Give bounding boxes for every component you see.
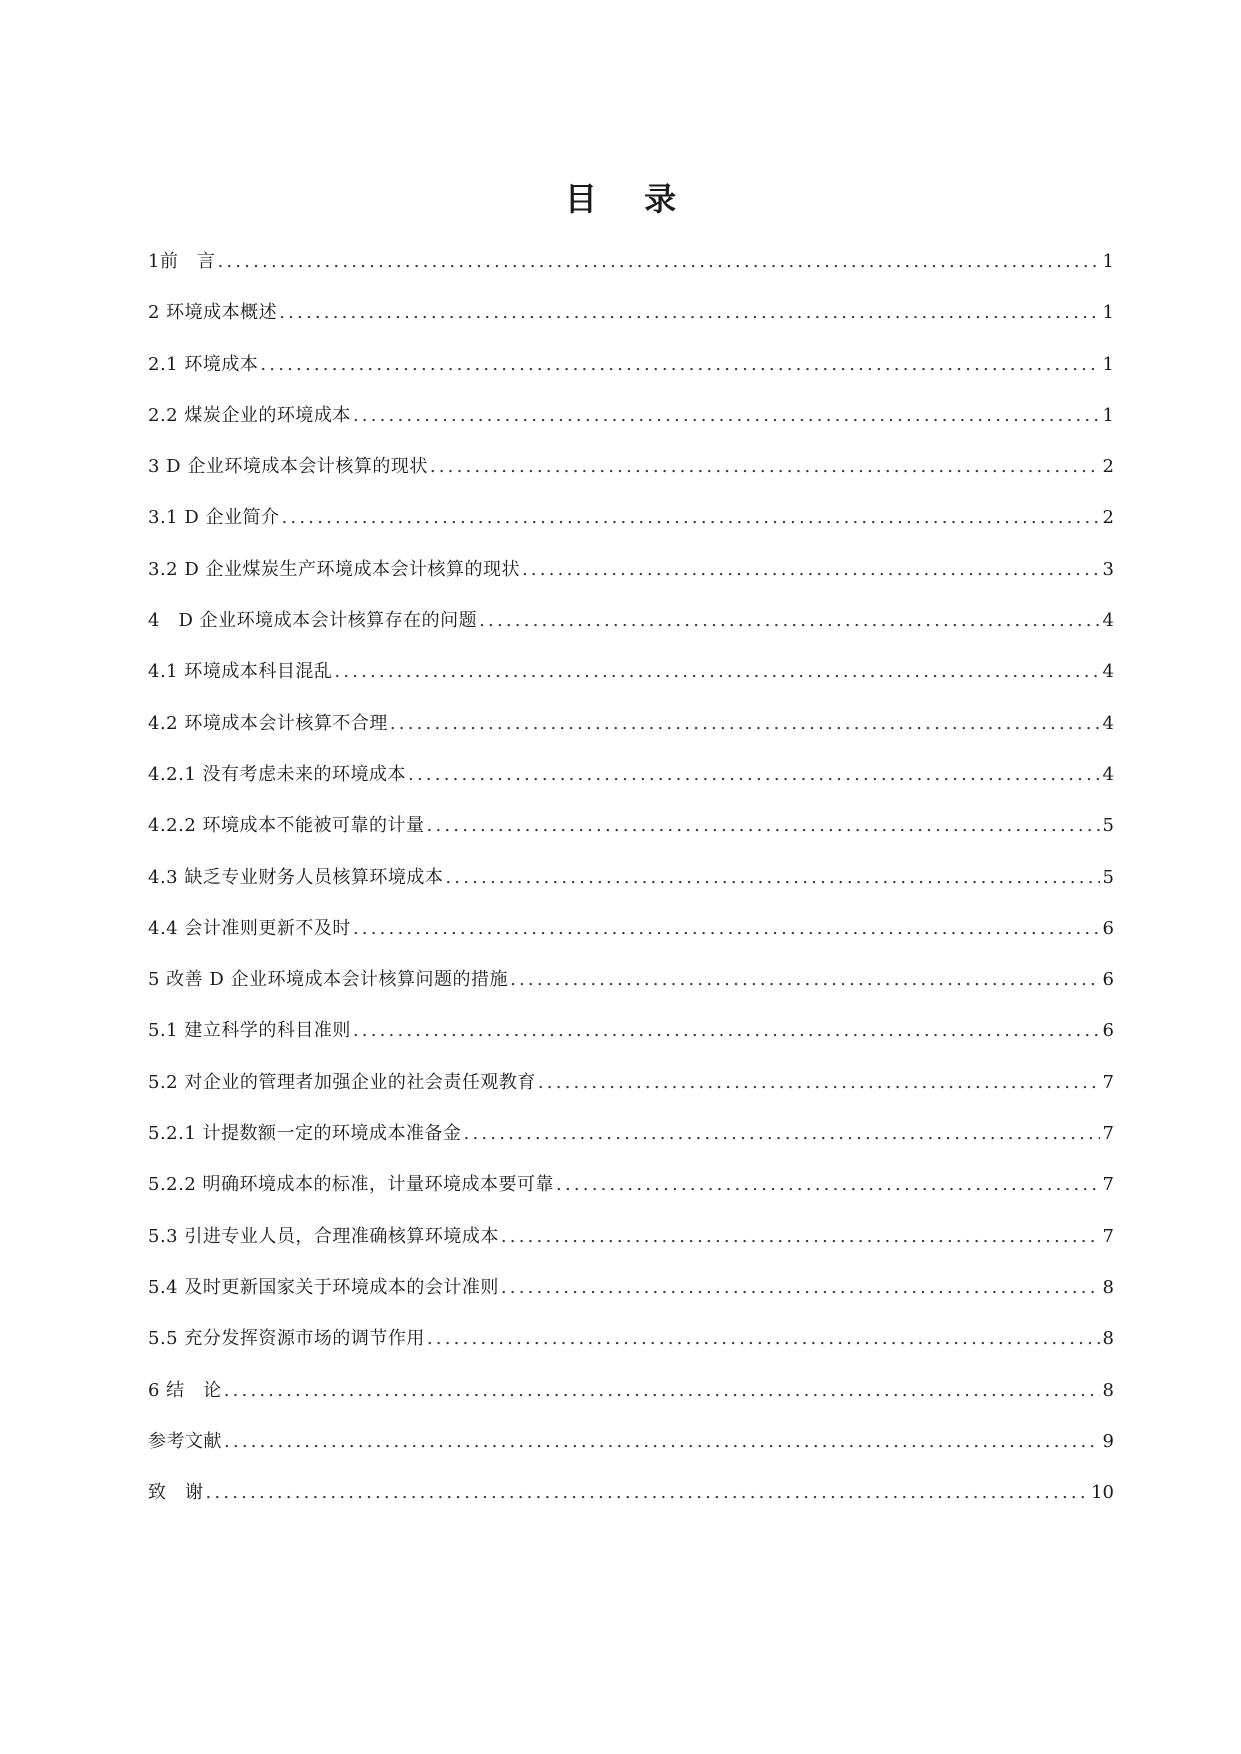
dot-leader bbox=[279, 299, 1100, 327]
dot-leader bbox=[353, 915, 1100, 943]
toc-entry[interactable] bbox=[148, 966, 1114, 1017]
dot-leader bbox=[427, 1325, 1100, 1353]
toc-entry-page-number: 10 bbox=[1091, 1482, 1114, 1504]
dot-leader bbox=[522, 556, 1100, 584]
dot-leader bbox=[408, 761, 1100, 789]
toc-entry-label: 4.4 会计准则更新不及时 bbox=[148, 917, 351, 939]
toc-entry-label: 3.1 D 企业简介 bbox=[148, 507, 280, 529]
toc-entry[interactable] bbox=[148, 1017, 1114, 1068]
toc-entry[interactable] bbox=[148, 1223, 1114, 1274]
toc-entry[interactable] bbox=[148, 1274, 1114, 1325]
page-title: 目 录 bbox=[564, 180, 695, 219]
toc-entry[interactable] bbox=[148, 248, 1114, 299]
toc-entry-page-number: 6 bbox=[1102, 969, 1114, 991]
toc-entry-label: 2 环境成本概述 bbox=[148, 302, 278, 324]
toc-entry-page-number: 7 bbox=[1102, 1174, 1114, 1196]
toc-entry[interactable] bbox=[148, 658, 1114, 709]
dot-leader bbox=[353, 1017, 1100, 1045]
dot-leader bbox=[556, 1171, 1100, 1199]
toc-entry[interactable] bbox=[148, 1069, 1114, 1120]
toc-entry[interactable] bbox=[148, 299, 1114, 350]
dot-leader bbox=[538, 1069, 1100, 1097]
toc-entry-page-number: 4 bbox=[1102, 661, 1114, 683]
toc-entry[interactable] bbox=[148, 1325, 1114, 1376]
toc-entry-label: 5.2 对企业的管理者加强企业的社会责任观教育 bbox=[148, 1071, 536, 1093]
toc-entry-label: 2.2 煤炭企业的环境成本 bbox=[148, 404, 351, 426]
dot-leader bbox=[390, 710, 1100, 738]
dot-leader bbox=[224, 1428, 1100, 1456]
toc-entry[interactable] bbox=[148, 402, 1114, 453]
dot-leader bbox=[501, 1274, 1100, 1302]
table-of-contents bbox=[148, 248, 1114, 1530]
toc-entry[interactable] bbox=[148, 812, 1114, 863]
toc-entry-page-number: 8 bbox=[1102, 1328, 1114, 1350]
toc-entry[interactable] bbox=[148, 761, 1114, 812]
toc-entry[interactable] bbox=[148, 1479, 1114, 1530]
toc-entry[interactable] bbox=[148, 915, 1114, 966]
toc-entry-label: 4 D 企业环境成本会计核算存在的问题 bbox=[148, 610, 478, 632]
toc-entry-label: 5.1 建立科学的科目准则 bbox=[148, 1020, 351, 1042]
toc-entry-label: 参考文献 bbox=[148, 1430, 222, 1452]
toc-entry-page-number: 1 bbox=[1102, 302, 1114, 324]
toc-entry-page-number: 5 bbox=[1102, 866, 1114, 888]
toc-entry-page-number: 6 bbox=[1102, 917, 1114, 939]
toc-entry[interactable] bbox=[148, 453, 1114, 504]
toc-entry-label: 4.2 环境成本会计核算不合理 bbox=[148, 712, 388, 734]
toc-entry-page-number: 9 bbox=[1102, 1430, 1114, 1452]
dot-leader bbox=[479, 607, 1100, 635]
dot-leader bbox=[510, 966, 1100, 994]
toc-entry-page-number: 5 bbox=[1102, 815, 1114, 837]
toc-entry[interactable] bbox=[148, 1377, 1114, 1428]
toc-entry-label: 5.3 引进专业人员，合理准确核算环境成本 bbox=[148, 1225, 499, 1247]
toc-entry[interactable] bbox=[148, 1428, 1114, 1479]
dot-leader bbox=[224, 1377, 1100, 1405]
toc-entry-label: 5.5 充分发挥资源市场的调节作用 bbox=[148, 1328, 425, 1350]
toc-entry-page-number: 4 bbox=[1102, 610, 1114, 632]
toc-entry-page-number: 1 bbox=[1102, 353, 1114, 375]
dot-leader bbox=[430, 453, 1100, 481]
toc-entry-page-number: 2 bbox=[1102, 507, 1114, 529]
toc-entry-label: 5.2.2 明确环境成本的标准，计量环境成本要可靠 bbox=[148, 1174, 555, 1196]
dot-leader bbox=[282, 504, 1100, 532]
toc-entry-label: 4.2.2 环境成本不能被可靠的计量 bbox=[148, 815, 425, 837]
toc-entry[interactable] bbox=[148, 607, 1114, 658]
toc-entry-page-number: 8 bbox=[1102, 1379, 1114, 1401]
toc-entry-page-number: 3 bbox=[1102, 558, 1114, 580]
dot-leader bbox=[353, 402, 1100, 430]
toc-entry-label: 2.1 环境成本 bbox=[148, 353, 259, 375]
dot-leader bbox=[501, 1223, 1100, 1251]
toc-entry-page-number: 7 bbox=[1102, 1071, 1114, 1093]
toc-entry-label: 5 改善 D 企业环境成本会计核算问题的措施 bbox=[148, 969, 509, 991]
dot-leader bbox=[445, 864, 1100, 892]
toc-entry-label: 3 D 企业环境成本会计核算的现状 bbox=[148, 456, 428, 478]
toc-entry[interactable] bbox=[148, 556, 1114, 607]
toc-entry-label: 4.3 缺乏专业财务人员核算环境成本 bbox=[148, 866, 444, 888]
toc-entry[interactable] bbox=[148, 710, 1114, 761]
toc-entry[interactable] bbox=[148, 504, 1114, 555]
toc-entry-label: 致 谢 bbox=[148, 1482, 204, 1504]
toc-entry-page-number: 7 bbox=[1102, 1123, 1114, 1145]
toc-entry[interactable] bbox=[148, 1120, 1114, 1171]
dot-leader bbox=[217, 248, 1100, 276]
toc-entry-page-number: 2 bbox=[1102, 456, 1114, 478]
dot-leader bbox=[334, 658, 1100, 686]
toc-entry-label: 3.2 D 企业煤炭生产环境成本会计核算的现状 bbox=[148, 558, 520, 580]
toc-entry-label: 1前 言 bbox=[148, 251, 216, 272]
dot-leader bbox=[260, 351, 1100, 379]
dot-leader bbox=[427, 812, 1100, 840]
toc-entry-page-number: 7 bbox=[1102, 1225, 1114, 1247]
toc-entry-label: 5.4 及时更新国家关于环境成本的会计准则 bbox=[148, 1276, 499, 1298]
dot-leader bbox=[206, 1479, 1090, 1507]
toc-entry-page-number: 1 bbox=[1102, 404, 1114, 426]
toc-entry-label: 6 结 论 bbox=[148, 1379, 222, 1401]
toc-entry-label: 5.2.1 计提数额一定的环境成本准备金 bbox=[148, 1123, 462, 1145]
toc-entry-page-number: 8 bbox=[1102, 1276, 1114, 1298]
toc-entry[interactable] bbox=[148, 1171, 1114, 1222]
toc-entry[interactable] bbox=[148, 864, 1114, 915]
toc-entry-page-number: 4 bbox=[1102, 763, 1114, 785]
toc-entry-page-number: 4 bbox=[1102, 712, 1114, 734]
toc-entry[interactable] bbox=[148, 351, 1114, 402]
toc-entry-page-number: 1 bbox=[1102, 251, 1114, 272]
toc-entry-label: 4.2.1 没有考虑未来的环境成本 bbox=[148, 763, 407, 785]
toc-entry-label: 4.1 环境成本科目混乱 bbox=[148, 661, 333, 683]
toc-entry-page-number: 6 bbox=[1102, 1020, 1114, 1042]
dot-leader bbox=[464, 1120, 1100, 1148]
